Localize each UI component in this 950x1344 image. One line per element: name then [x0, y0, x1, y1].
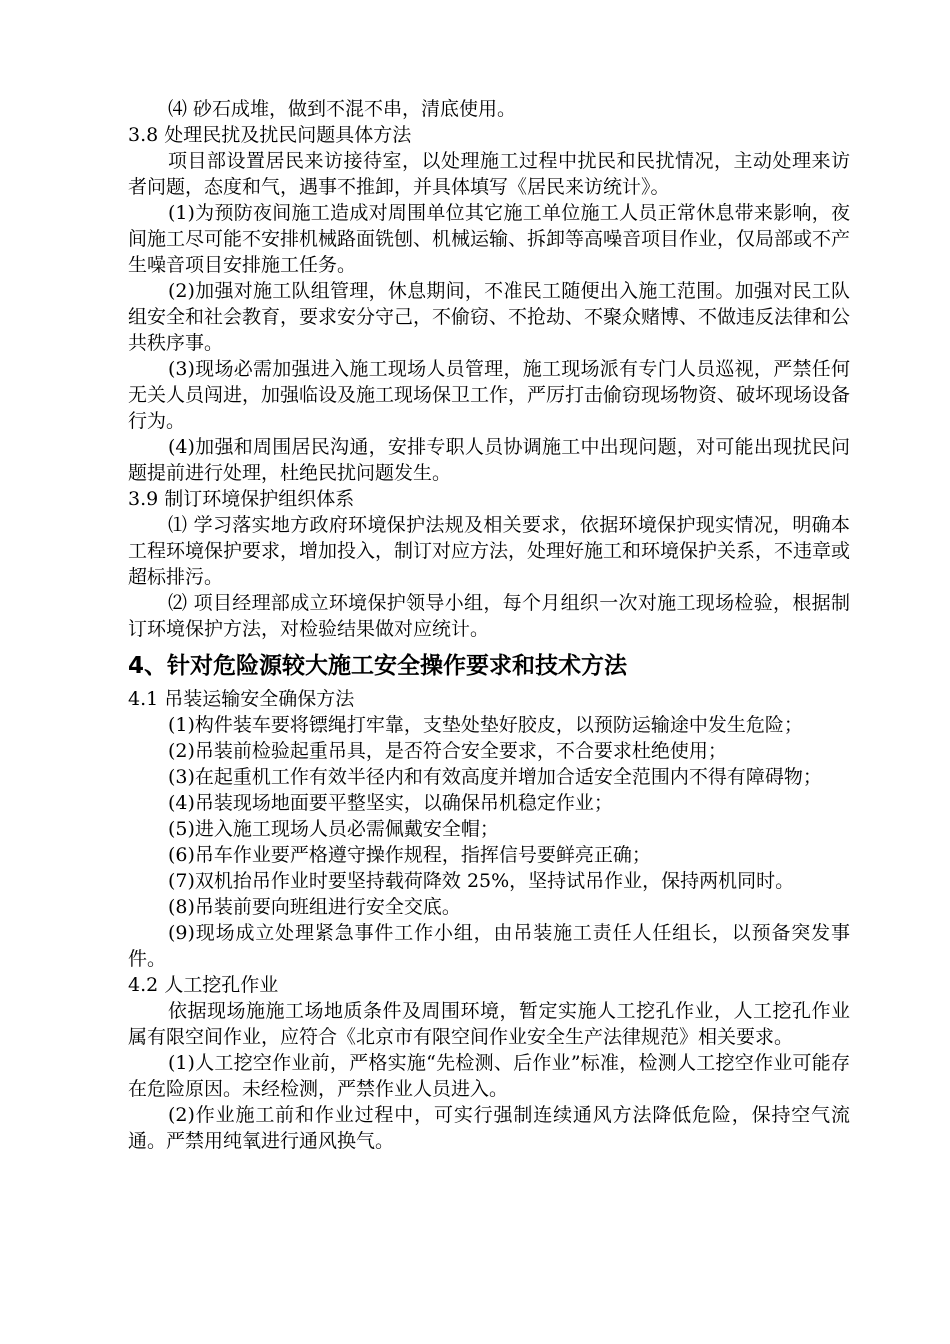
paragraph-manual-digging-intro: 依据现场施施工场地质条件及周围环境，暂定实施人工挖孔作业，人工挖孔作业属有限空间作业，应符合《北京市有限空间作业安全生产法律规范》相关要求。 — [128, 1000, 850, 1048]
list-item: (2)作业施工前和作业过程中，可实行强制连续通风方法降低危险，保持空气流通。严禁用纯氧进行通风换气。 — [128, 1104, 850, 1152]
list-item: (6)吊车作业要严格遵守操作规程，指挥信号要鲜亮正确； — [168, 844, 651, 866]
list-item: (2)吊装前检验起重吊具，是否符合安全要求，不合要求杜绝使用； — [168, 740, 727, 762]
list-item: (1)构件装车要将镖绳打牢靠，支垫处垫好胶皮，以预防运输途中发生危险； — [168, 714, 803, 736]
paragraph-env-regulations: ⑴ 学习落实地方政府环境保护法规及相关要求，依据环境保护现实情况，明确本工程环境保护要求，增加投入，制订对应方法，处理好施工和环境保护关系，不违章或超标排污。 — [128, 514, 851, 588]
paragraph-visitor-room: 项目部设置居民来访接待室，以处理施工过程中扰民和民扰情况，主动处理来访者问题，态度和气，遇事不推卸，并具体填写《居民来访统计》。 — [128, 150, 850, 198]
list-item: (8)吊装前要向班组进行安全交底。 — [168, 896, 461, 918]
document-page — [128, 96, 850, 1154]
list-item: (3)在起重机工作有效半径内和有效高度并增加合适安全范围内不得有障碍物； — [168, 766, 822, 788]
list-item: (4)吊装现场地面要平整坚实，以确保吊机稳定作业； — [168, 792, 613, 814]
paragraph-sand-stone: ⑷ 砂石成堆，做到不混不串，清底使用。 — [168, 98, 517, 120]
section-heading-3-9: 3.9 制订环境保护组织体系 — [128, 488, 355, 510]
list-item: (1)人工挖空作业前，严格实施“先检测、后作业”标准，检测人工挖空作业可能存在危险原因。未经检测，严禁作业人员进入。 — [128, 1052, 850, 1100]
list-item: (5)进入施工现场人员必需佩戴安全帽； — [168, 818, 499, 840]
section-heading-4-2: 4.2 人工挖孔作业 — [128, 974, 279, 996]
list-item: (7)双机抬吊作业时要坚持载荷降效 25%，坚持试吊作业，保持两机同时。 — [168, 870, 795, 892]
section-heading-4-1: 4.1 吊装运输安全确保方法 — [128, 688, 355, 710]
paragraph-team-management: (2)加强对施工队组管理，休息期间，不准民工随便出入施工范围。加强对民工队组安全和社会教育，要求安分守己，不偷窃、不抢劫、不聚众赌博、不做违反法律和公共秩序事。 — [128, 280, 851, 354]
paragraph-site-security: (3)现场必需加强进入施工现场人员管理，施工现场派有专门人员巡视，严禁任何无关人员闯进，加强临设及施工现场保卫工作，严厉打击偷窃现场物资、破坏现场设备行为。 — [128, 358, 851, 432]
paragraph-env-leadership: ⑵ 项目经理部成立环境保护领导小组，每个月组织一次对施工现场检验，根据制订环境保护方法，对检验结果做对应统计。 — [128, 592, 850, 640]
list-item: (9)现场成立处理紧急事件工作小组，由吊装施工责任人任组长，以预备突发事件。 — [128, 922, 850, 970]
section-heading-3-8: 3.8 处理民扰及扰民问题具体方法 — [128, 124, 412, 146]
chapter-heading-4: 4、针对危险源较大施工安全操作要求和技术方法 — [128, 653, 628, 679]
paragraph-night-work: (1)为预防夜间施工造成对周围单位其它施工单位施工人员正常休息带来影响，夜间施工尽可能不安排机械路面铣刨、机械运输、拆卸等高噪音项目作业，仅局部或不产生噪音项目安排施工任务。 — [128, 202, 851, 276]
paragraph-resident-communication: (4)加强和周围居民沟通，安排专职人员协调施工中出现问题，对可能出现扰民问题提前进行处理，杜绝民扰问题发生。 — [128, 436, 850, 484]
